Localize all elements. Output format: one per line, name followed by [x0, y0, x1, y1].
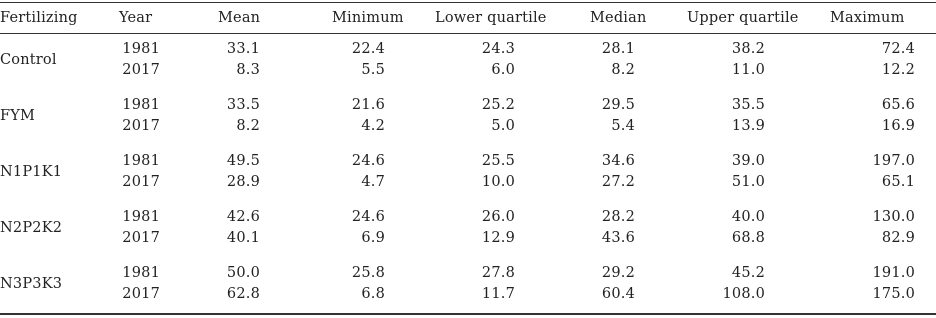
- cell-maximum: 65.6: [881, 97, 915, 113]
- cell-mean: 33.1: [226, 41, 260, 57]
- cell-maximum: 16.9: [881, 118, 915, 134]
- cell-median: 5.4: [611, 118, 635, 134]
- cell-lower-quartile: 24.3: [481, 41, 515, 57]
- cell-minimum: 22.4: [351, 41, 385, 57]
- header-minimum: Minimum: [332, 10, 404, 26]
- cell-minimum: 24.6: [351, 209, 385, 225]
- group-label: N1P1K1: [0, 164, 63, 180]
- cell-maximum: 130.0: [872, 209, 915, 225]
- cell-median: 8.2: [611, 62, 635, 78]
- cell-minimum: 21.6: [351, 97, 385, 113]
- cell-minimum: 6.8: [361, 286, 385, 302]
- cell-upper-quartile: 13.9: [731, 118, 765, 134]
- cell-maximum: 197.0: [872, 153, 915, 169]
- header-maximum: Maximum: [830, 10, 905, 26]
- cell-year: 2017: [122, 118, 160, 134]
- cell-mean: 50.0: [226, 265, 260, 281]
- cell-lower-quartile: 11.7: [481, 286, 515, 302]
- group-label: N3P3K3: [0, 276, 63, 292]
- cell-upper-quartile: 35.5: [731, 97, 765, 113]
- cell-lower-quartile: 5.0: [491, 118, 515, 134]
- cell-lower-quartile: 6.0: [491, 62, 515, 78]
- cell-mean: 42.6: [226, 209, 260, 225]
- cell-median: 60.4: [601, 286, 635, 302]
- cell-mean: 40.1: [226, 230, 260, 246]
- cell-lower-quartile: 27.8: [481, 265, 515, 281]
- header-mean: Mean: [218, 10, 261, 26]
- group-label: Control: [0, 52, 57, 68]
- cell-minimum: 4.2: [361, 118, 385, 134]
- cell-maximum: 72.4: [881, 41, 915, 57]
- cell-lower-quartile: 10.0: [481, 174, 515, 190]
- cell-median: 27.2: [601, 174, 635, 190]
- cell-median: 29.2: [601, 265, 635, 281]
- cell-lower-quartile: 25.5: [481, 153, 515, 169]
- header-fertilizing: Fertilizing: [0, 10, 78, 26]
- cell-mean: 8.2: [236, 118, 260, 134]
- cell-lower-quartile: 26.0: [481, 209, 515, 225]
- cell-upper-quartile: 11.0: [731, 62, 765, 78]
- cell-lower-quartile: 25.2: [481, 97, 515, 113]
- cell-minimum: 4.7: [361, 174, 385, 190]
- cell-maximum: 82.9: [881, 230, 915, 246]
- cell-upper-quartile: 45.2: [731, 265, 765, 281]
- cell-year: 2017: [122, 174, 160, 190]
- cell-year: 2017: [122, 62, 160, 78]
- cell-year: 2017: [122, 286, 160, 302]
- group-label: FYM: [0, 108, 36, 124]
- cell-year: 1981: [122, 41, 160, 57]
- cell-year: 1981: [122, 209, 160, 225]
- cell-upper-quartile: 38.2: [731, 41, 765, 57]
- cell-maximum: 65.1: [881, 174, 915, 190]
- header-upper-quartile: Upper quartile: [687, 10, 799, 26]
- cell-median: 29.5: [601, 97, 635, 113]
- cell-upper-quartile: 108.0: [722, 286, 765, 302]
- table-bottom-rule: [0, 313, 936, 315]
- cell-minimum: 24.6: [351, 153, 385, 169]
- header-rule: [0, 33, 936, 34]
- cell-mean: 33.5: [226, 97, 260, 113]
- group-label: N2P2K2: [0, 220, 63, 236]
- cell-lower-quartile: 12.9: [481, 230, 515, 246]
- cell-maximum: 12.2: [881, 62, 915, 78]
- cell-minimum: 6.9: [361, 230, 385, 246]
- header-year: Year: [119, 10, 153, 26]
- cell-maximum: 175.0: [872, 286, 915, 302]
- cell-upper-quartile: 39.0: [731, 153, 765, 169]
- cell-minimum: 25.8: [351, 265, 385, 281]
- cell-median: 28.2: [601, 209, 635, 225]
- cell-minimum: 5.5: [361, 62, 385, 78]
- cell-year: 1981: [122, 265, 160, 281]
- cell-upper-quartile: 68.8: [731, 230, 765, 246]
- table-top-rule: [0, 2, 936, 3]
- cell-median: 43.6: [601, 230, 635, 246]
- cell-maximum: 191.0: [872, 265, 915, 281]
- cell-mean: 49.5: [226, 153, 260, 169]
- cell-mean: 28.9: [226, 174, 260, 190]
- cell-year: 2017: [122, 230, 160, 246]
- cell-median: 28.1: [601, 41, 635, 57]
- cell-year: 1981: [122, 97, 160, 113]
- cell-upper-quartile: 40.0: [731, 209, 765, 225]
- cell-mean: 62.8: [226, 286, 260, 302]
- header-median: Median: [590, 10, 647, 26]
- cell-mean: 8.3: [236, 62, 260, 78]
- cell-upper-quartile: 51.0: [731, 174, 765, 190]
- cell-year: 1981: [122, 153, 160, 169]
- cell-median: 34.6: [601, 153, 635, 169]
- header-lower-quartile: Lower quartile: [435, 10, 547, 26]
